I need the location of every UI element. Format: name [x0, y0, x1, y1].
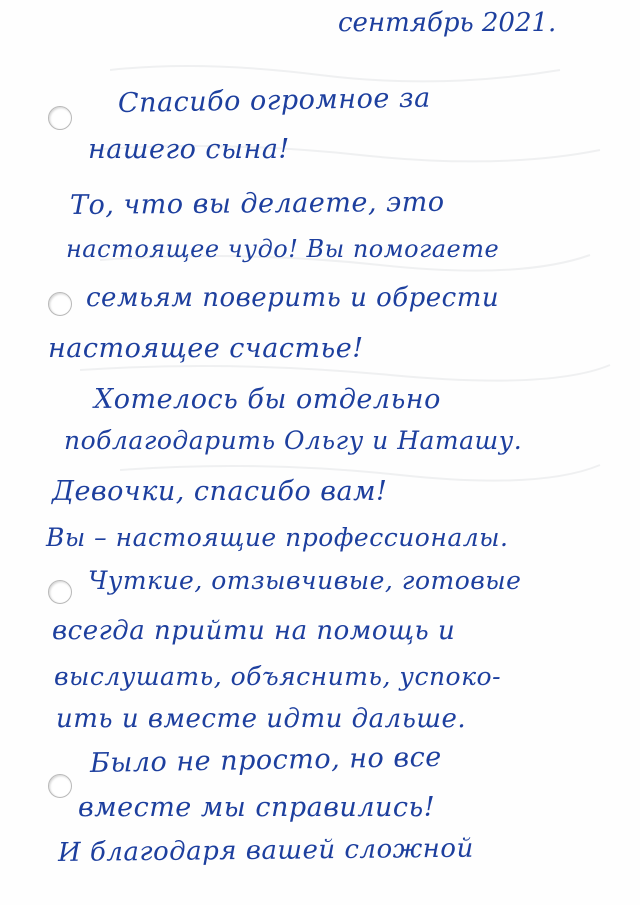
- letter-line: семьям поверить и обрести: [86, 283, 500, 313]
- letter-line: Хотелось бы отдельно: [94, 384, 441, 415]
- punch-hole: [48, 774, 72, 798]
- letter-line: Было не просто, но все: [89, 741, 442, 779]
- letter-line: Девочки, спасибо вам!: [52, 476, 388, 507]
- letter-line: вместе мы справились!: [78, 792, 436, 823]
- letter-line: То, что вы делаете, это: [69, 186, 445, 221]
- punch-hole: [48, 106, 72, 130]
- letter-line: нашего сына!: [88, 134, 290, 165]
- letter-line: И благодаря вашей сложной: [57, 833, 474, 868]
- letter-line: ить и вместе идти дальше.: [56, 704, 467, 734]
- letter-line: Чуткие, отзывчивые, готовые: [88, 566, 522, 595]
- punch-hole: [48, 580, 72, 604]
- letter-line: Спасибо огромное за: [117, 82, 431, 119]
- punch-hole: [48, 292, 72, 316]
- letter-line: Вы – настоящие профессионалы.: [46, 523, 509, 552]
- letter-line: всегда прийти на помощь и: [52, 616, 456, 646]
- letter-date: сентябрь 2021.: [338, 8, 557, 38]
- letter-line: поблагодарить Ольгу и Наташу.: [64, 426, 523, 455]
- letter-line: настоящее чудо! Вы помогаете: [66, 235, 500, 263]
- letter-line: настоящее счастье!: [48, 333, 364, 364]
- letter-line: выслушать, объяснить, успоко-: [54, 662, 502, 691]
